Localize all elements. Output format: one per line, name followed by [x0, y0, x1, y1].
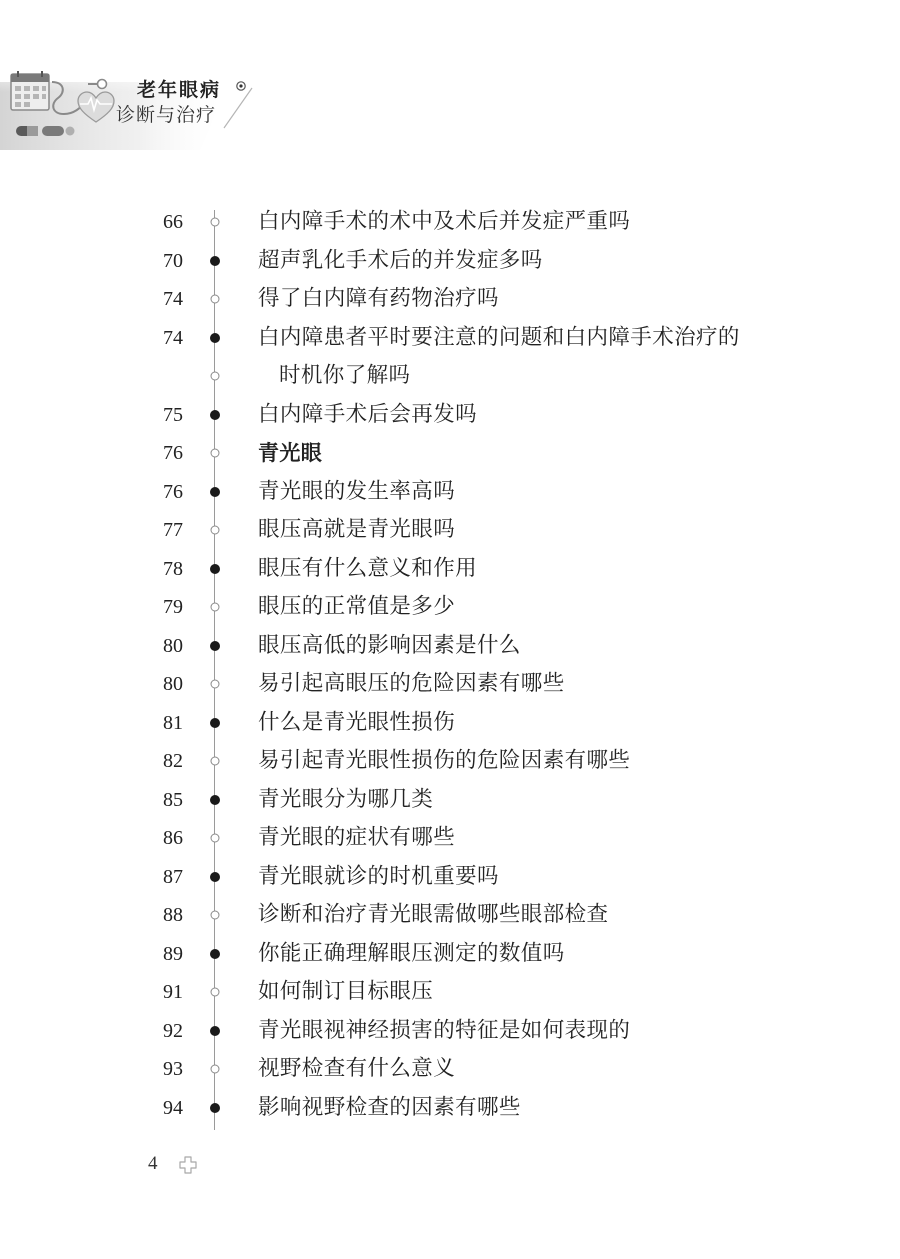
- timeline-open-dot-icon: [211, 526, 220, 535]
- toc-section-row: [0, 434, 900, 473]
- toc-row: [0, 896, 900, 935]
- book-title: 老年眼病: [137, 79, 222, 101]
- toc-row: [0, 550, 900, 589]
- toc-row: [0, 319, 900, 358]
- timeline-filled-dot-icon: [210, 333, 220, 343]
- toc-entry-title: 眼压高低的影响因素是什么: [258, 632, 521, 658]
- toc-row: [0, 973, 900, 1012]
- toc-entry-title: 诊断和治疗青光眼需做哪些眼部检查: [258, 902, 609, 927]
- toc-entry-title: 视野检查有什么意义: [258, 1056, 456, 1081]
- toc-page-number: 80: [163, 634, 183, 657]
- toc-row: [0, 858, 900, 897]
- timeline-open-dot-icon: [211, 834, 220, 843]
- toc-page-number: 82: [163, 750, 183, 772]
- toc-page-number: 70: [163, 249, 183, 272]
- toc-row: [0, 665, 900, 704]
- toc-page-number: 74: [163, 326, 183, 349]
- toc-entry-title: 白内障手术后会再发吗: [258, 401, 478, 427]
- toc-section-heading: 青光眼: [258, 441, 323, 465]
- target-dot-icon: [237, 82, 245, 90]
- timeline-open-dot-icon: [211, 680, 220, 689]
- toc-page-number: 91: [163, 981, 183, 1003]
- toc-row: [0, 704, 900, 743]
- toc-entry-title: 眼压高就是青光眼吗: [258, 517, 456, 542]
- toc-page-number: 88: [163, 904, 183, 926]
- timeline-filled-dot-icon: [210, 949, 220, 959]
- timeline-filled-dot-icon: [210, 256, 220, 266]
- toc-row: [0, 1050, 900, 1089]
- toc-page-number: 80: [163, 673, 183, 695]
- timeline-filled-dot-icon: [210, 1103, 220, 1113]
- toc-entry-title: 青光眼的发生率高吗: [258, 478, 456, 504]
- timeline-open-dot-icon: [211, 449, 220, 458]
- toc-page-number: 76: [163, 442, 183, 464]
- toc-row: [0, 781, 900, 820]
- toc-row: [0, 396, 900, 435]
- calendar-icon: [11, 71, 49, 110]
- toc-page-number: 74: [163, 288, 183, 310]
- toc-entry-title: 超声乳化手术后的并发症多吗: [258, 247, 543, 273]
- timeline-open-dot-icon: [211, 911, 220, 920]
- toc-row: [0, 1089, 900, 1128]
- toc-row: [0, 627, 900, 666]
- toc-entry-title: 易引起高眼压的危险因素有哪些: [258, 671, 565, 696]
- toc-entry-title: 什么是青光眼性损伤: [258, 709, 456, 735]
- toc-row: [0, 242, 900, 281]
- toc-entry-title: 青光眼视神经损害的特征是如何表现的: [258, 1017, 631, 1043]
- toc-page-number: 75: [163, 403, 183, 426]
- timeline-filled-dot-icon: [210, 410, 220, 420]
- toc-entry-title: 青光眼分为哪几类: [258, 786, 434, 812]
- toc-row: [0, 1012, 900, 1051]
- timeline-open-dot-icon: [211, 1065, 220, 1074]
- toc-entry-title: 易引起青光眼性损伤的危险因素有哪些: [258, 748, 631, 773]
- timeline-open-dot-icon: [211, 295, 220, 304]
- toc-row: [0, 511, 900, 550]
- toc-page-number: 93: [163, 1058, 183, 1080]
- toc-row: [0, 819, 900, 858]
- toc-entry-title: 影响视野检查的因素有哪些: [258, 1094, 521, 1120]
- timeline-open-dot-icon: [211, 603, 220, 612]
- timeline-open-dot-icon: [211, 757, 220, 766]
- toc-entry-title-continued: 时机你了解吗: [279, 363, 411, 388]
- toc-entry-title: 你能正确理解眼压测定的数值吗: [258, 940, 565, 966]
- toc-entry-title: 得了白内障有药物治疗吗: [258, 286, 499, 311]
- toc-page-number: 79: [163, 596, 183, 618]
- header-diagonal-rule: [224, 88, 252, 128]
- timeline-open-dot-icon: [211, 988, 220, 997]
- plus-outline-icon: [179, 1156, 197, 1174]
- timeline-filled-dot-icon: [210, 1026, 220, 1036]
- toc-entry-title: 青光眼的症状有哪些: [258, 825, 456, 850]
- toc-page-number: 77: [163, 519, 183, 541]
- table-of-contents: [0, 203, 900, 1127]
- toc-page-number: 94: [163, 1096, 183, 1119]
- toc-page-number: 81: [163, 711, 183, 734]
- toc-entry-title: 眼压有什么意义和作用: [258, 555, 478, 581]
- toc-row: [0, 742, 900, 781]
- toc-page-number: 85: [163, 788, 183, 811]
- toc-row: [0, 588, 900, 627]
- toc-row: [0, 473, 900, 512]
- toc-page-number: 78: [163, 557, 183, 580]
- timeline-filled-dot-icon: [210, 795, 220, 805]
- timeline-open-dot-icon: [211, 372, 220, 381]
- toc-page-number: 86: [163, 827, 183, 849]
- timeline-filled-dot-icon: [210, 641, 220, 651]
- toc-page-number: 89: [163, 942, 183, 965]
- toc-page-number: 87: [163, 865, 183, 888]
- toc-page-number: 76: [163, 480, 183, 503]
- toc-page-number: 92: [163, 1019, 183, 1042]
- toc-row: [0, 935, 900, 974]
- toc-entry-title: 白内障手术的术中及术后并发症严重吗: [258, 209, 631, 234]
- timeline-filled-dot-icon: [210, 487, 220, 497]
- timeline-open-dot-icon: [211, 218, 220, 227]
- toc-page-number: 66: [163, 211, 183, 233]
- toc-entry-title: 眼压的正常值是多少: [258, 594, 456, 619]
- book-subtitle: 诊断与治疗: [116, 104, 217, 126]
- toc-entry-title: 如何制订目标眼压: [258, 979, 434, 1004]
- toc-row: [0, 280, 900, 319]
- page-number: 4: [148, 1153, 158, 1174]
- toc-row: [0, 203, 900, 242]
- toc-entry-title: 白内障患者平时要注意的问题和白内障手术治疗的: [258, 324, 740, 350]
- timeline-filled-dot-icon: [210, 564, 220, 574]
- toc-row-continuation: [0, 357, 900, 396]
- timeline-filled-dot-icon: [210, 718, 220, 728]
- toc-entry-title: 青光眼就诊的时机重要吗: [258, 863, 499, 889]
- timeline-filled-dot-icon: [210, 872, 220, 882]
